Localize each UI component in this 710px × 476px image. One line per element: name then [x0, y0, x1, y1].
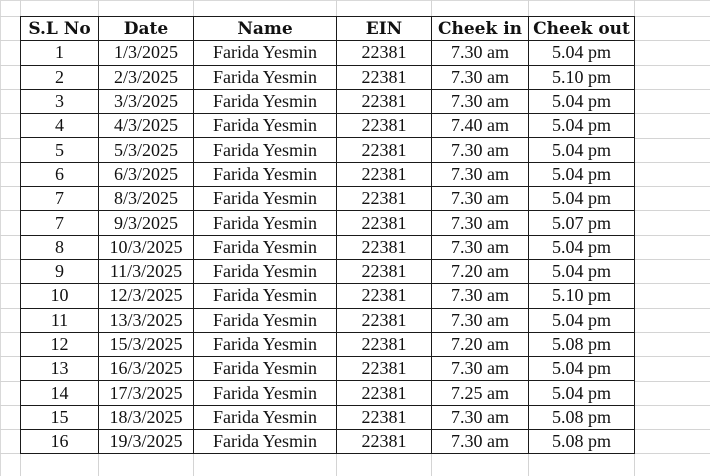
cell-ein[interactable]: 22381	[337, 211, 432, 235]
table-row	[21, 284, 635, 308]
cell-check-out[interactable]: 5.04 pm	[529, 162, 635, 186]
cell-check-out[interactable]: 5.04 pm	[529, 89, 635, 113]
cell-check-in[interactable]: 7.20 am	[432, 332, 529, 356]
table-row	[21, 259, 635, 283]
cell-sl-no[interactable]: 5	[21, 138, 99, 162]
cell-check-out[interactable]: 5.07 pm	[529, 211, 635, 235]
cell-check-in[interactable]: 7.30 am	[432, 405, 529, 429]
cell-check-in[interactable]: 7.30 am	[432, 187, 529, 211]
cell-check-out[interactable]: 5.08 pm	[529, 332, 635, 356]
table-row	[21, 89, 635, 113]
header-ein[interactable]: EIN	[337, 17, 432, 41]
header-sl-no[interactable]: S.L No	[21, 17, 99, 41]
cell-date[interactable]: 19/3/2025	[99, 430, 194, 454]
cell-ein[interactable]: 22381	[337, 284, 432, 308]
cell-sl-no[interactable]: 6	[21, 162, 99, 186]
cell-sl-no[interactable]: 12	[21, 332, 99, 356]
cell-check-in[interactable]: 7.30 am	[432, 357, 529, 381]
cell-ein[interactable]: 22381	[337, 405, 432, 429]
cell-name[interactable]: Farida Yesmin	[194, 308, 337, 332]
cell-date[interactable]: 8/3/2025	[99, 187, 194, 211]
cell-ein[interactable]: 22381	[337, 162, 432, 186]
table-row	[21, 357, 635, 381]
cell-date[interactable]: 10/3/2025	[99, 235, 194, 259]
cell-ein[interactable]: 22381	[337, 357, 432, 381]
cell-name[interactable]: Farida Yesmin	[194, 357, 337, 381]
cell-check-in[interactable]: 7.30 am	[432, 308, 529, 332]
cell-sl-no[interactable]: 8	[21, 235, 99, 259]
cell-date[interactable]: 9/3/2025	[99, 211, 194, 235]
cell-sl-no[interactable]: 16	[21, 430, 99, 454]
cell-name[interactable]: Farida Yesmin	[194, 259, 337, 283]
table-row	[21, 381, 635, 405]
table-row	[21, 430, 635, 454]
header-name[interactable]: Name	[194, 17, 337, 41]
cell-check-in[interactable]: 7.30 am	[432, 235, 529, 259]
cell-name[interactable]: Farida Yesmin	[194, 138, 337, 162]
cell-date[interactable]: 6/3/2025	[99, 162, 194, 186]
cell-date[interactable]: 16/3/2025	[99, 357, 194, 381]
cell-date[interactable]: 2/3/2025	[99, 65, 194, 89]
cell-check-out[interactable]: 5.04 pm	[529, 138, 635, 162]
cell-name[interactable]: Farida Yesmin	[194, 211, 337, 235]
cell-check-out[interactable]: 5.08 pm	[529, 430, 635, 454]
cell-ein[interactable]: 22381	[337, 65, 432, 89]
table-row	[21, 332, 635, 356]
cell-name[interactable]: Farida Yesmin	[194, 65, 337, 89]
cell-ein[interactable]: 22381	[337, 187, 432, 211]
cell-ein[interactable]: 22381	[337, 332, 432, 356]
cell-name[interactable]: Farida Yesmin	[194, 89, 337, 113]
cell-date[interactable]: 15/3/2025	[99, 332, 194, 356]
cell-sl-no[interactable]: 2	[21, 65, 99, 89]
cell-sl-no[interactable]: 10	[21, 284, 99, 308]
cell-check-out[interactable]: 5.04 pm	[529, 381, 635, 405]
cell-date[interactable]: 1/3/2025	[99, 41, 194, 65]
table-row	[21, 235, 635, 259]
table-header	[21, 17, 635, 41]
cell-check-out[interactable]: 5.04 pm	[529, 114, 635, 138]
cell-check-out[interactable]: 5.04 pm	[529, 187, 635, 211]
cell-sl-no[interactable]: 7	[21, 187, 99, 211]
cell-name[interactable]: Farida Yesmin	[194, 162, 337, 186]
cell-sl-no[interactable]: 9	[21, 259, 99, 283]
cell-check-in[interactable]: 7.40 am	[432, 114, 529, 138]
table-body	[21, 41, 635, 454]
cell-sl-no[interactable]: 3	[21, 89, 99, 113]
cell-check-in[interactable]: 7.30 am	[432, 162, 529, 186]
cell-ein[interactable]: 22381	[337, 308, 432, 332]
table-row	[21, 405, 635, 429]
table-row	[21, 162, 635, 186]
header-row	[21, 17, 635, 41]
cell-date[interactable]: 18/3/2025	[99, 405, 194, 429]
cell-sl-no[interactable]: 13	[21, 357, 99, 381]
cell-check-in[interactable]: 7.30 am	[432, 65, 529, 89]
cell-ein[interactable]: 22381	[337, 381, 432, 405]
cell-name[interactable]: Farida Yesmin	[194, 381, 337, 405]
cell-check-out[interactable]: 5.08 pm	[529, 405, 635, 429]
table-row	[21, 187, 635, 211]
cell-name[interactable]: Farida Yesmin	[194, 114, 337, 138]
cell-ein[interactable]: 22381	[337, 235, 432, 259]
cell-date[interactable]: 5/3/2025	[99, 138, 194, 162]
cell-name[interactable]: Farida Yesmin	[194, 235, 337, 259]
cell-name[interactable]: Farida Yesmin	[194, 41, 337, 65]
table-row	[21, 308, 635, 332]
cell-ein[interactable]: 22381	[337, 114, 432, 138]
cell-check-in[interactable]: 7.25 am	[432, 381, 529, 405]
cell-name[interactable]: Farida Yesmin	[194, 405, 337, 429]
cell-check-out[interactable]: 5.10 pm	[529, 284, 635, 308]
cell-sl-no[interactable]: 15	[21, 405, 99, 429]
cell-ein[interactable]: 22381	[337, 89, 432, 113]
cell-check-in[interactable]: 7.30 am	[432, 41, 529, 65]
cell-date[interactable]: 17/3/2025	[99, 381, 194, 405]
cell-ein[interactable]: 22381	[337, 430, 432, 454]
cell-name[interactable]: Farida Yesmin	[194, 332, 337, 356]
table-row	[21, 114, 635, 138]
header-date[interactable]: Date	[99, 17, 194, 41]
table-row	[21, 41, 635, 65]
cell-name[interactable]: Farida Yesmin	[194, 430, 337, 454]
cell-date[interactable]: 3/3/2025	[99, 89, 194, 113]
cell-check-in[interactable]: 7.30 am	[432, 284, 529, 308]
cell-sl-no[interactable]: 11	[21, 308, 99, 332]
cell-name[interactable]: Farida Yesmin	[194, 187, 337, 211]
cell-ein[interactable]: 22381	[337, 41, 432, 65]
cell-date[interactable]: 4/3/2025	[99, 114, 194, 138]
cell-check-in[interactable]: 7.30 am	[432, 211, 529, 235]
cell-check-out[interactable]: 5.10 pm	[529, 65, 635, 89]
cell-name[interactable]: Farida Yesmin	[194, 284, 337, 308]
cell-check-out[interactable]: 5.04 pm	[529, 41, 635, 65]
cell-ein[interactable]: 22381	[337, 138, 432, 162]
cell-date[interactable]: 13/3/2025	[99, 308, 194, 332]
cell-check-out[interactable]: 5.04 pm	[529, 235, 635, 259]
cell-check-in[interactable]: 7.30 am	[432, 89, 529, 113]
cell-ein[interactable]: 22381	[337, 259, 432, 283]
table-row	[21, 211, 635, 235]
cell-sl-no[interactable]: 1	[21, 41, 99, 65]
cell-sl-no[interactable]: 4	[21, 114, 99, 138]
table-row	[21, 65, 635, 89]
cell-date[interactable]: 12/3/2025	[99, 284, 194, 308]
cell-check-in[interactable]: 7.20 am	[432, 259, 529, 283]
header-check-in[interactable]: Cheek in	[432, 17, 529, 41]
cell-sl-no[interactable]: 7	[21, 211, 99, 235]
table-row	[21, 138, 635, 162]
cell-check-in[interactable]: 7.30 am	[432, 430, 529, 454]
cell-check-in[interactable]: 7.30 am	[432, 138, 529, 162]
attendance-table	[20, 16, 635, 454]
cell-check-out[interactable]: 5.04 pm	[529, 259, 635, 283]
cell-date[interactable]: 11/3/2025	[99, 259, 194, 283]
header-check-out[interactable]: Cheek out	[529, 17, 635, 41]
cell-check-out[interactable]: 5.04 pm	[529, 308, 635, 332]
cell-sl-no[interactable]: 14	[21, 381, 99, 405]
cell-check-out[interactable]: 5.04 pm	[529, 357, 635, 381]
